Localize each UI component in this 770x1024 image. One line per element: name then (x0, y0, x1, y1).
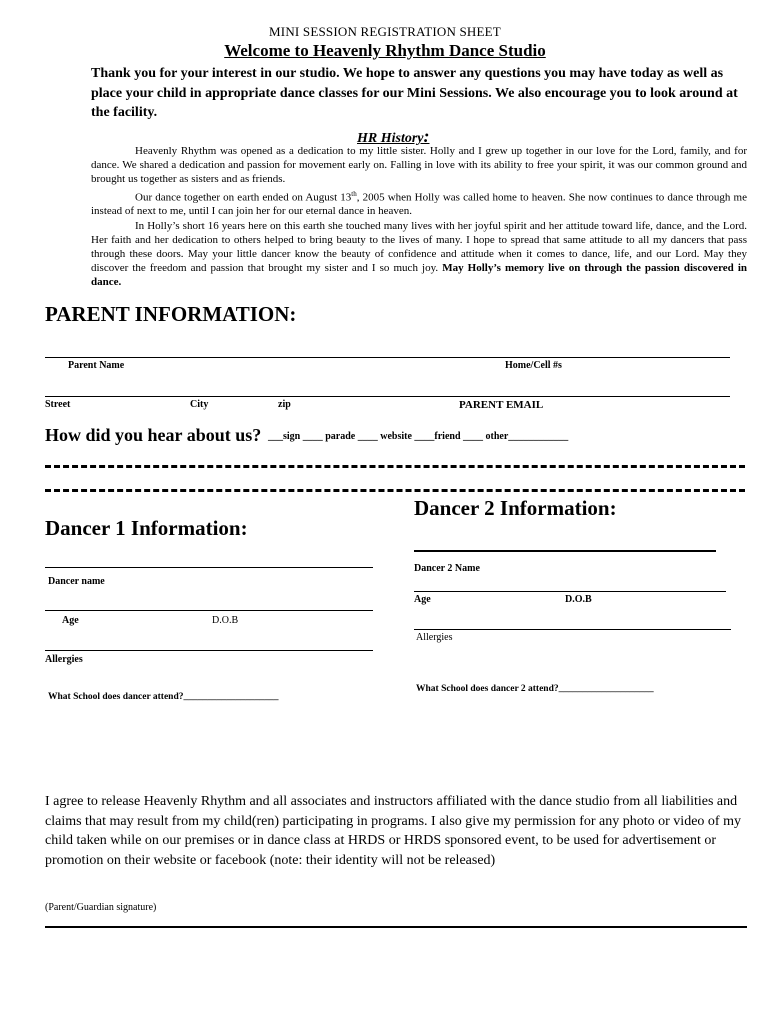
parent-section-title: PARENT INFORMATION: (45, 302, 297, 326)
history-paragraph-3 (91, 219, 747, 290)
history-p3-bold: May Holly’s memory live on through the passion discovered in dance. (91, 262, 748, 289)
history-p2-sup: th (351, 189, 357, 198)
address-line[interactable] (45, 396, 730, 397)
dashed-divider-1 (45, 465, 745, 468)
dancer1-section-title: Dancer 1 Information: (45, 516, 248, 540)
how-hear-question: How did you hear about us? (45, 425, 262, 445)
dancer2-dob-label: D.O.B (565, 594, 592, 605)
dancer1-allergies-line[interactable] (45, 650, 373, 651)
history-paragraph-2 (91, 187, 747, 219)
sheet-title: MINI SESSION REGISTRATION SHEET (269, 24, 501, 39)
dancer1-school-field[interactable]: What School does dancer attend?____________________ (48, 692, 279, 702)
dashed-divider-2 (45, 489, 745, 492)
street-label: Street (45, 399, 71, 410)
history-text (91, 144, 747, 290)
history-p2-start: Our dance together on earth ended on August 13 (135, 191, 352, 204)
dancer1-name-label: Dancer name (48, 576, 105, 587)
intro-paragraph: Thank you for your interest in our studio. We hope to answer any questions you may have today as well as place your child in appropriate dance classes for our Mini Sessions. We also encourage you to look around at the facility. (91, 66, 738, 120)
history-p2-end: , 2005 when Holly was called home to heaven. She now continues to dance through me instead of next to me, until I can join her for our eternal dance in heaven. (91, 191, 747, 218)
history-title-text: HR History (357, 131, 424, 146)
dancer2-age-dob-line[interactable] (414, 591, 726, 592)
dancer2-name-line[interactable] (414, 550, 716, 552)
dancer2-allergies-line[interactable] (414, 629, 731, 630)
parent-email-label: PARENT EMAIL (459, 399, 544, 411)
signature-label: (Parent/Guardian signature) (45, 902, 157, 913)
dancer1-age-dob-line[interactable] (45, 610, 373, 611)
dancer2-age-label: Age (414, 594, 431, 605)
how-hear-options[interactable]: ___sign ____ parade ____ website ____friend ____ other____________ (268, 431, 569, 442)
history-paragraph-1: Heavenly Rhythm was opened as a dedication to my little sister. Holly and I grew up together in our love for the Lord, family, and for dance. We shared a dedication and passion for movement early on. Falling in love with its ability to free your spirit, it was our common ground and brought us together as sisters and as friends. (91, 145, 747, 186)
dancer1-age-label: Age (62, 615, 79, 626)
signature-line[interactable] (45, 926, 747, 928)
release-statement: I agree to release Heavenly Rhythm and all associates and instructors affiliated with the dance studio from all liabilities and claims that may result from my child(ren) participating in programs. I also give my permission for any photo or video of my child taken while on our premises or in dance class at HRDS or HRDS sponsored event, to be used for advertisement or promotion on their website or facebook (note: their identity will not be released) (45, 794, 741, 868)
home-cell-label: Home/Cell #s (505, 360, 562, 371)
dancer2-allergies-label: Allergies (416, 632, 453, 643)
parent-name-label: Parent Name (68, 360, 125, 371)
welcome-heading: Welcome to Heavenly Rhythm Dance Studio (224, 41, 546, 60)
city-label: City (190, 399, 209, 410)
parent-name-line[interactable] (45, 357, 730, 358)
dancer2-school-field[interactable]: What School does dancer 2 attend?____________________ (416, 684, 654, 694)
dancer2-name-label: Dancer 2 Name (414, 563, 480, 574)
dancer1-dob-label: D.O.B (212, 615, 239, 626)
history-title: HR History: (357, 126, 430, 146)
dancer1-name-line[interactable] (45, 567, 373, 568)
zip-label: zip (278, 399, 291, 410)
history-p3-text: In Holly’s short 16 years here on this earth she touched many lives with her joyful spirit and her attitude toward life, dance, and the Lord. Her faith and her dedication to others helped to bring beauty to the lives of many. I hope to spread that same attitude to all my dancers that pass through these doors. May your little dancer know the beauty of confidence and attitude when it comes to dance, life, and our Lord. May they discover the freedom and passion that brought my sister and I so much joy. (91, 219, 747, 275)
dancer2-section-title: Dancer 2 Information: (414, 496, 617, 520)
dancer1-allergies-label: Allergies (45, 654, 83, 665)
